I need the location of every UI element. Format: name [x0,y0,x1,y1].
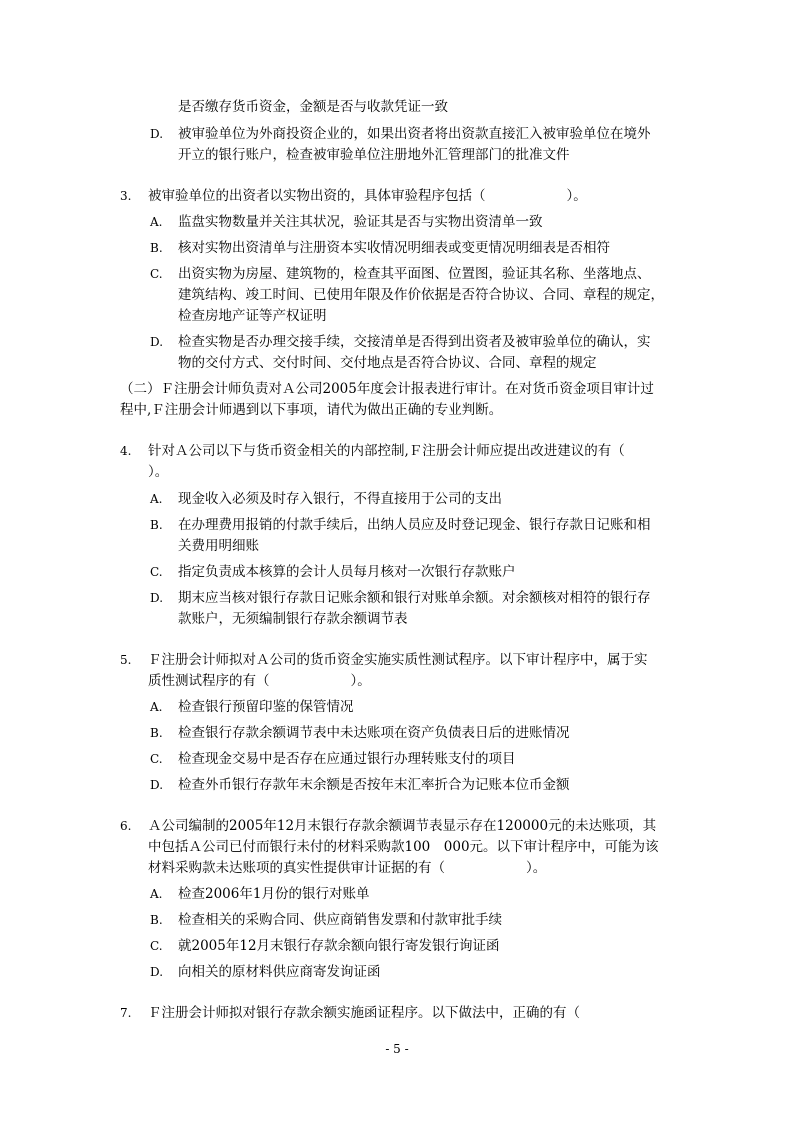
question-stem: 中包括Ａ公司已付而银行未付的材料采购款100 000元。以下审计程序中，可能为该 [148,839,659,855]
option-text: 现金收入必须及时存入银行，不得直接用于公司的支出 [178,491,502,507]
option-text: 检查相关的采购合同、供应商销售发票和付款审批手续 [178,912,502,928]
option-text: 开立的银行账户，检查被审验单位注册地外汇管理部门的批准文件 [178,147,570,163]
option-text: 检查实物是否办理交接手续，交接清单是否得到出资者及被审验单位的确认，实 [178,334,651,350]
option-label: B. [150,241,163,255]
question-number: 7. [120,1006,132,1020]
option-text: 期末应当核对银行存款日记账余额和银行对账单余额。对余额核对相符的银行存 [178,590,651,606]
section-intro: 程中,Ｆ注册会计师遇到以下事项，请代为做出正确的专业判断。 [120,402,503,418]
option-text: 向相关的原材料供应商寄发询证函 [178,964,381,980]
question-number: 4. [120,444,132,458]
option-text: 监盘实物数量并关注其状况，验证其是否与实物出资清单一致 [178,214,543,230]
question-stem: 质性测试程序的有（ ）。 [148,673,371,689]
continued-option-text: 是否缴存货币资金，金额是否与收款凭证一致 [178,99,448,115]
option-text: 检查房地产证等产权证明 [178,308,327,324]
option-text: 关费用明细账 [178,538,259,554]
question-number: 3. [120,189,132,203]
option-label: C. [150,752,163,766]
option-text: 出资实物为房屋、建筑物的，检查其平面图、位置图，验证其名称、坐落地点、 [178,266,651,282]
option-label: C. [150,565,163,579]
option-text: 物的交付方式、交付时间、交付地点是否符合协议、合同、章程的规定 [178,355,597,371]
option-text: 就2005年12月末银行存款余额向银行寄发银行询证函 [178,938,500,954]
option-label: D. [150,778,164,792]
option-label: A. [150,887,163,901]
option-label: D. [150,127,164,141]
option-label: A. [150,700,163,714]
option-text: 指定负责成本核算的会计人员每月核对一次银行存款账户 [178,564,516,580]
option-label: D. [150,335,164,349]
option-text: 检查银行存款余额调节表中未达账项在资产负债表日后的进账情况 [178,725,570,741]
option-text: 核对实物出资清单与注册资本实收情况明细表或变更情况明细表是否相符 [178,240,610,256]
option-label: A. [150,492,163,506]
question-stem: Ｆ注册会计师拟对Ａ公司的货币资金实施实质性测试程序。以下审计程序中，属于实 [148,652,648,668]
option-text: 检查银行预留印鉴的保管情况 [178,699,354,715]
question-stem: 针对Ａ公司以下与货币资金相关的内部控制,Ｆ注册会计师应提出改进建议的有（ [148,443,625,459]
option-label: B. [150,518,163,532]
option-label: A. [150,215,163,229]
section-intro: （二）Ｆ注册会计师负责对Ａ公司2005年度会计报表进行审计。在对货币资金项目审计过 [120,381,654,397]
question-stem: 被审验单位的出资者以实物出资的，具体审验程序包括（ ）。 [148,188,587,204]
option-text: 建筑结构、竣工时间、已使用年限及作价依据是否符合协议、合同、章程的规定， [178,287,664,303]
option-label: C. [150,267,163,281]
option-label: B. [150,913,163,927]
question-stem: Ｆ注册会计师拟对银行存款余额实施函证程序。以下做法中，正确的有（ [148,1005,580,1021]
option-text: 检查外币银行存款年末余额是否按年末汇率折合为记账本位币金额 [178,777,570,793]
question-stem: 材料采购款未达账项的真实性提供审计证据的有（ ）。 [148,860,547,876]
option-label: D. [150,965,164,979]
question-stem: ）。 [148,464,169,480]
question-number: 6. [120,819,132,833]
question-stem: Ａ公司编制的2005年12月末银行存款余额调节表显示存在120000元的未达账项，其 [148,818,657,834]
option-label: D. [150,591,164,605]
page-number: - 5 - [385,1042,409,1056]
question-number: 5. [120,653,132,667]
option-text: 检查现金交易中是否存在应通过银行办理转账支付的项目 [178,751,516,767]
option-text: 被审验单位为外商投资企业的，如果出资者将出资款直接汇入被审验单位在境外 [178,126,651,142]
option-text: 款账户，无须编制银行存款余额调节表 [178,611,408,627]
option-text: 在办理费用报销的付款手续后，出纳人员应及时登记现金、银行存款日记账和相 [178,517,651,533]
option-text: 检查2006年1月份的银行对账单 [178,886,370,902]
option-label: B. [150,726,163,740]
option-label: C. [150,939,163,953]
